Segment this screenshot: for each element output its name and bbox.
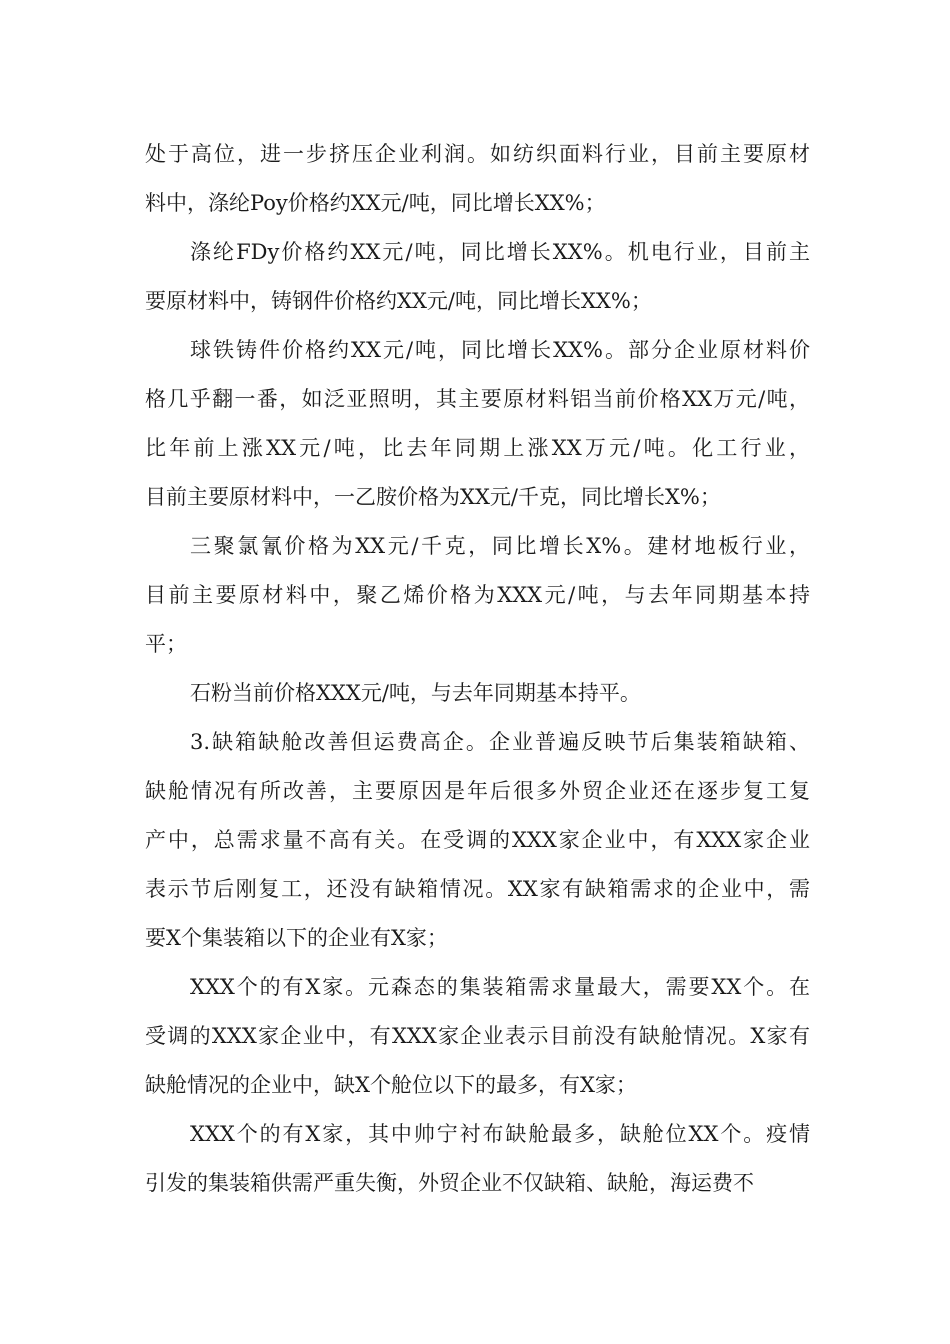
paragraph bbox=[145, 963, 810, 1110]
paragraph-line: 受调的XXX家企业中，有XXX家企业表示目前没有缺舱情况。X家有 bbox=[145, 1024, 810, 1048]
paragraph bbox=[145, 228, 810, 326]
paragraph-line: 格几乎翻一番，如泛亚照明，其主要原材料铝当前价格XX万元/吨， bbox=[145, 387, 810, 411]
paragraph bbox=[145, 522, 810, 669]
paragraph-line: XXX个的有X家。元森态的集装箱需求量最大，需要XX个。在 bbox=[190, 975, 810, 999]
paragraph-line: 处于高位，进一步挤压企业利润。如纺织面料行业，目前主要原材 bbox=[145, 142, 810, 166]
paragraph-line: 3.缺箱缺舱改善但运费高企。企业普遍反映节后集装箱缺箱、 bbox=[190, 730, 810, 754]
paragraph-line: 目前主要原材料中，一乙胺价格为XX元/千克，同比增长X%； bbox=[145, 485, 721, 509]
paragraph-line: 缺舱情况有所改善，主要原因是年后很多外贸企业还在逐步复工复 bbox=[145, 779, 810, 803]
paragraph bbox=[145, 718, 810, 963]
document-body bbox=[145, 130, 810, 1208]
paragraph-line: 石粉当前价格XXX元/吨，与去年同期基本持平。 bbox=[190, 681, 641, 705]
paragraph-line: 缺舱情况的企业中，缺X个舱位以下的最多，有X家； bbox=[145, 1073, 637, 1097]
paragraph-line: 球铁铸件价格约XX元/吨，同比增长XX%。部分企业原材料价 bbox=[190, 338, 810, 362]
paragraph-line: 引发的集装箱供需严重失衡，外贸企业不仅缺箱、缺舱，海运费不 bbox=[145, 1171, 754, 1195]
paragraph-line: 要X个集装箱以下的企业有X家； bbox=[145, 926, 448, 950]
paragraph-line: 平； bbox=[145, 632, 187, 656]
paragraph bbox=[145, 669, 810, 718]
paragraph-line: 比年前上涨XX元/吨，比去年同期上涨XX万元/吨。化工行业， bbox=[145, 436, 810, 460]
paragraph-line: 涤纶FDy价格约XX元/吨，同比增长XX%。机电行业，目前主 bbox=[190, 240, 810, 264]
paragraph-line: 表示节后刚复工，还没有缺箱情况。XX家有缺箱需求的企业中，需 bbox=[145, 877, 810, 901]
paragraph bbox=[145, 130, 810, 228]
paragraph-line: 目前主要原材料中，聚乙烯价格为XXX元/吨，与去年同期基本持 bbox=[145, 583, 810, 607]
paragraph-line: 三聚氯氰价格为XX元/千克，同比增长X%。建材地板行业， bbox=[190, 534, 810, 558]
paragraph bbox=[145, 1110, 810, 1208]
paragraph-line: 料中，涤纶Poy价格约XX元/吨，同比增长XX%； bbox=[145, 191, 606, 215]
paragraph-line: 要原材料中，铸钢件价格约XX元/吨，同比增长XX%； bbox=[145, 289, 652, 313]
paragraph bbox=[145, 326, 810, 522]
paragraph-line: XXX个的有X家，其中帅宁衬布缺舱最多，缺舱位XX个。疫情 bbox=[190, 1122, 810, 1146]
paragraph-line: 产中，总需求量不高有关。在受调的XXX家企业中，有XXX家企业 bbox=[145, 828, 810, 852]
